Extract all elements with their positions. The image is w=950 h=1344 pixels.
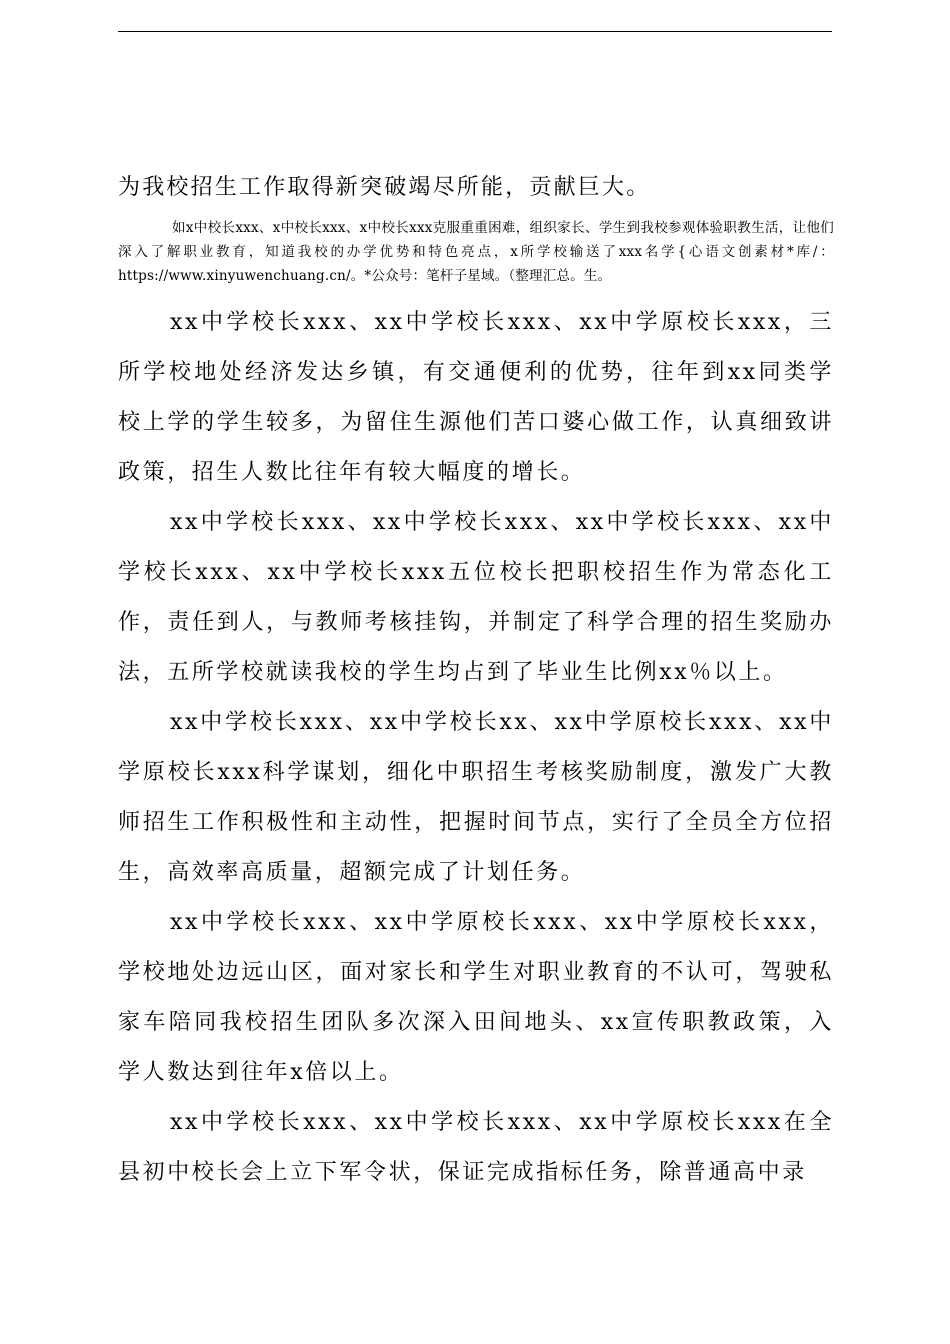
document-body: [118, 166, 834, 1198]
paragraph-5: xx中学校长xxx、xx中学校长xxx、xx中学原校长xxx在全县初中校长会上立下军令状，保证完成指标任务，除普通高中录: [118, 1110, 834, 1185]
lead-line: 为我校招生工作取得新突破竭尽所能，贡献巨大。: [118, 175, 651, 200]
paragraph-4: xx中学校长xxx、xx中学原校长xxx、xx中学原校长xxx，学校地处边远山区，面对家长和学生对职业教育的不认可，驾驶私家车陪同我校招生团队多次深入田间地头、xx宣传职教政策，入学人数达到往年x倍以上。: [118, 910, 834, 1085]
watermark-note: 如x中校长xxx、x中校长xxx、x中校长xxx克服重重困难，组织家长、学生到我校参观体验职教生活，让他们深入了解职业教育，知道我校的办学优势和特色亮点，x所学校输送了xxx名学{心语文创素材*库/：https://www.xinyuwenchuang.cn/。*公众号：笔杆子星域。（整理汇总。生。: [118, 220, 834, 284]
paragraph-3: xx中学校长xxx、xx中学校长xx、xx中学原校长xxx、xx中学原校长xxx科学谋划，细化中职招生考核奖励制度，激发广大教师招生工作积极性和主动性，把握时间节点，实行了全员全方位招生，高效率高质量，超额完成了计划任务。: [118, 710, 834, 885]
header-rule: [118, 31, 832, 32]
paragraph-2: xx中学校长xxx、xx中学校长xxx、xx中学校长xxx、xx中学校长xxx、xx中学校长xxx五位校长把职校招生作为常态化工作，责任到人，与教师考核挂钩，并制定了科学合理的招生奖励办法，五所学校就读我校的学生均占到了毕业生比例xx％以上。: [118, 510, 834, 685]
paragraph-1: xx中学校长xxx、xx中学校长xxx、xx中学原校长xxx，三所学校地处经济发达乡镇，有交通便利的优势，往年到xx同类学校上学的学生较多，为留住生源他们苦口婆心做工作，认真细致讲政策，招生人数比往年有较大幅度的增长。: [118, 310, 834, 485]
